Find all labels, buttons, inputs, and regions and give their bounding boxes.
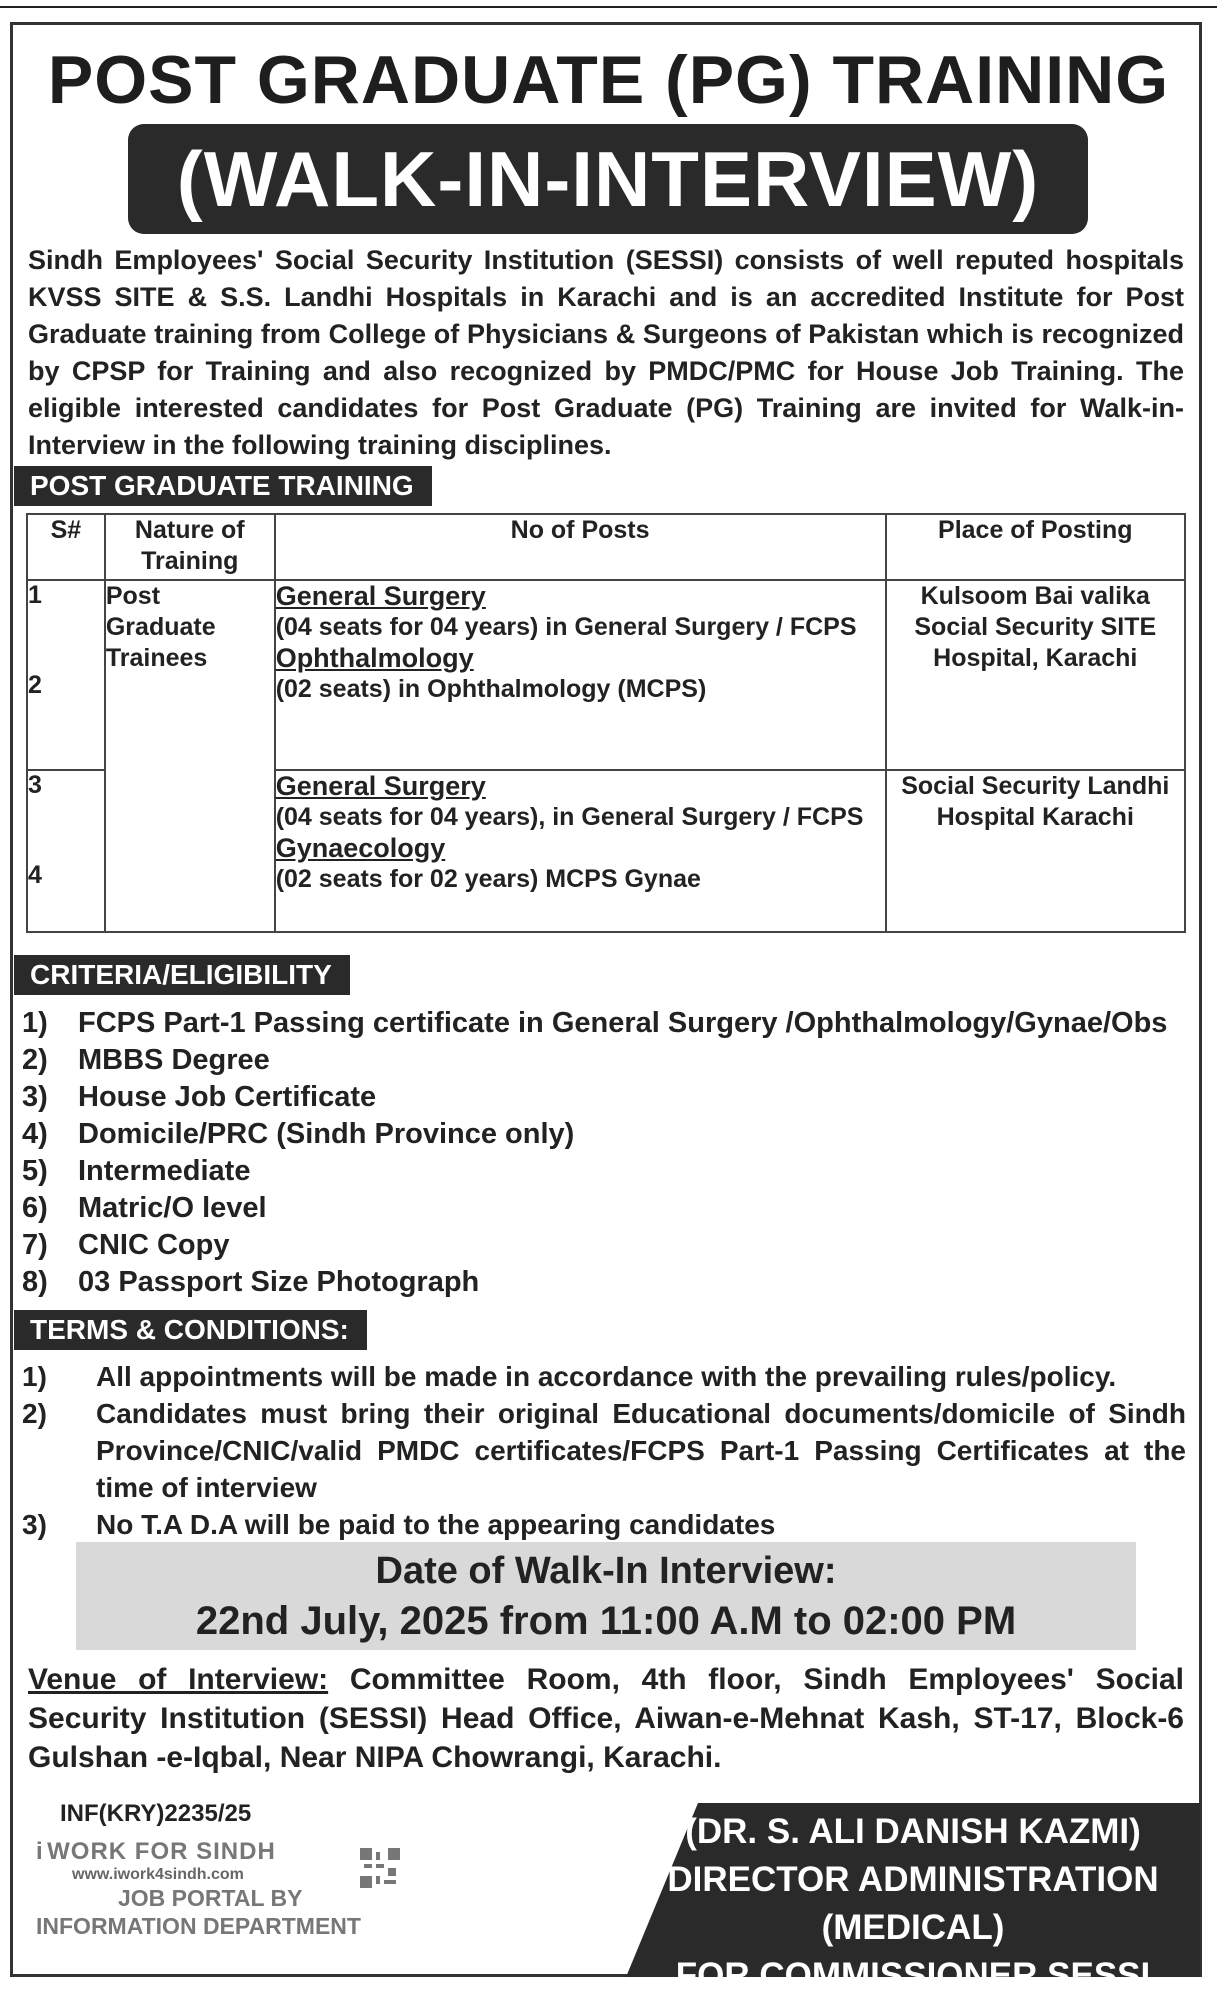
item-number: 1) <box>22 1361 47 1392</box>
item-text: Domicile/PRC (Sindh Province only) <box>78 1118 575 1150</box>
sn-number: 1 <box>28 581 42 609</box>
discipline-detail: (04 seats for 04 years) in General Surgery / FCPS <box>275 613 857 641</box>
discipline-name: Gynaecology <box>275 833 446 863</box>
item-text: CNIC Copy <box>78 1229 230 1261</box>
col-header-nature: Nature of Training <box>105 514 275 580</box>
list-item <box>22 1395 1186 1506</box>
item-number: 1) <box>22 1007 48 1039</box>
sn-number: 2 <box>28 671 42 699</box>
advert-title: POST GRADUATE (PG) TRAINING <box>47 42 1170 118</box>
venue-text: Committee Room, 4th floor, Sindh Employees' Social Security Institution (SESSI) Head Office, Aiwan-e-Mehnat Kash, ST-17, Block-6 Gulshan -e-Iqbal, Near NIPA Chowrangi, Karachi. <box>28 1663 1184 1774</box>
col-header-place: Place of Posting <box>886 514 1185 580</box>
sn-cell <box>27 770 105 932</box>
portal-line2: INFORMATION DEPARTMENT <box>36 1913 361 1939</box>
col-header-posts: No of Posts <box>275 514 886 580</box>
portal-brand: WORK FOR SINDH <box>47 1838 276 1865</box>
discipline-detail: (02 seats for 02 years) MCPS Gynae <box>275 865 701 893</box>
qr-code-icon <box>360 1848 400 1888</box>
table-row <box>27 580 1185 770</box>
discipline-detail: (04 seats for 04 years), in General Surgery / FCPS <box>275 803 864 831</box>
place-cell: Kulsoom Bai valika Social Security SITE Hospital, Karachi <box>886 580 1185 770</box>
portal-i-icon: i <box>36 1838 43 1865</box>
table-header-row <box>27 514 1185 580</box>
item-number: 5) <box>22 1155 48 1187</box>
sn-number: 3 <box>28 771 42 799</box>
list-item <box>22 1227 1167 1264</box>
pg-training-table <box>26 513 1186 933</box>
list-item <box>22 1116 1167 1153</box>
item-text: FCPS Part-1 Passing certificate in General Surgery /Ophthalmology/Gynae/Obs <box>78 1007 1168 1039</box>
discipline-name: Ophthalmology <box>275 643 474 673</box>
terms-list <box>22 1358 1186 1543</box>
signatory-name: (DR. S. ALI DANISH KAZMI) <box>685 1812 1141 1851</box>
criteria-list <box>22 1005 1167 1301</box>
list-item <box>22 1079 1167 1116</box>
advert-subtitle-banner: (WALK-IN-INTERVIEW) <box>128 124 1088 234</box>
discipline-name: General Surgery <box>275 771 486 801</box>
reference-number: INF(KRY)2235/25 <box>60 1800 252 1827</box>
interview-date-box <box>76 1542 1136 1650</box>
portal-url: www.iwork4sindh.com <box>72 1866 244 1883</box>
item-text: No T.A D.A will be paid to the appearing candidates <box>96 1509 776 1540</box>
place-cell: Social Security Landhi Hospital Karachi <box>886 770 1185 932</box>
item-number: 3) <box>22 1081 48 1113</box>
item-number: 8) <box>22 1266 48 1298</box>
item-number: 4) <box>22 1118 48 1150</box>
terms-heading: TERMS & CONDITIONS: <box>14 1310 367 1350</box>
item-number: 2) <box>22 1044 48 1076</box>
item-text: 03 Passport Size Photograph <box>78 1266 480 1298</box>
discipline-detail: (02 seats) in Ophthalmology (MCPS) <box>275 675 707 703</box>
item-text: Matric/O level <box>78 1192 267 1224</box>
item-number: 3) <box>22 1509 47 1540</box>
item-number: 7) <box>22 1229 48 1261</box>
signature-block <box>626 1808 1200 2000</box>
criteria-heading: CRITERIA/ELIGIBILITY <box>14 955 350 995</box>
list-item <box>22 1190 1167 1227</box>
col-header-sn: S# <box>27 514 105 580</box>
pg-section-heading: POST GRADUATE TRAINING <box>14 466 432 506</box>
item-text: House Job Certificate <box>78 1081 377 1113</box>
item-text: Intermediate <box>78 1155 251 1187</box>
posts-cell <box>275 770 886 932</box>
item-text: Candidates must bring their original Educational documents/domicile of Sindh Province/CNIC/valid PMDC certificates/FCPS Part-1 Passing Certificates at the time of interview <box>96 1398 1186 1503</box>
item-text: MBBS Degree <box>78 1044 270 1076</box>
item-number: 2) <box>22 1398 47 1429</box>
list-item <box>22 1358 1186 1395</box>
list-item <box>22 1506 1186 1543</box>
nature-cell: Post Graduate Trainees <box>105 580 275 932</box>
list-item <box>22 1042 1167 1079</box>
discipline-name: General Surgery <box>275 581 486 611</box>
venue-paragraph <box>28 1660 1184 1777</box>
job-portal-logo <box>36 1838 406 1958</box>
venue-label: Venue of Interview: <box>28 1663 329 1696</box>
interview-date-value: 22nd July, 2025 from 11:00 A.M to 02:00 PM <box>195 1599 1017 1643</box>
intro-paragraph: Sindh Employees' Social Security Institution (SESSI) consists of well reputed hospitals KVSS SITE & S.S. Landhi Hospitals in Karachi and is an accredited Institute for Post Graduate training from College of Physicians & Surgeons of Pakistan which is recognized by CPSP for Training and also recognized by PMDC/PMC for House Job Training. The eligible interested candidates for Post Graduate (PG) Training are invited for Walk-in-Interview in the following training disciplines. <box>28 245 1184 460</box>
list-item <box>22 1264 1167 1301</box>
interview-date-label: Date of Walk-In Interview: <box>375 1550 837 1592</box>
portal-brand-row <box>36 1838 406 1866</box>
signatory-designation: DIRECTOR ADMINISTRATION (MEDICAL) <box>667 1860 1159 1947</box>
portal-line1: JOB PORTAL BY <box>118 1885 303 1911</box>
posts-cell <box>275 580 886 770</box>
sn-number: 4 <box>28 861 42 889</box>
signatory-for: FOR COMMISSIONER SESSI <box>675 1956 1151 1995</box>
list-item <box>22 1153 1167 1190</box>
item-text: All appointments will be made in accordance with the prevailing rules/policy. <box>96 1361 1117 1392</box>
item-number: 6) <box>22 1192 48 1224</box>
top-rule <box>0 6 1217 8</box>
list-item <box>22 1005 1167 1042</box>
sn-cell <box>27 580 105 770</box>
